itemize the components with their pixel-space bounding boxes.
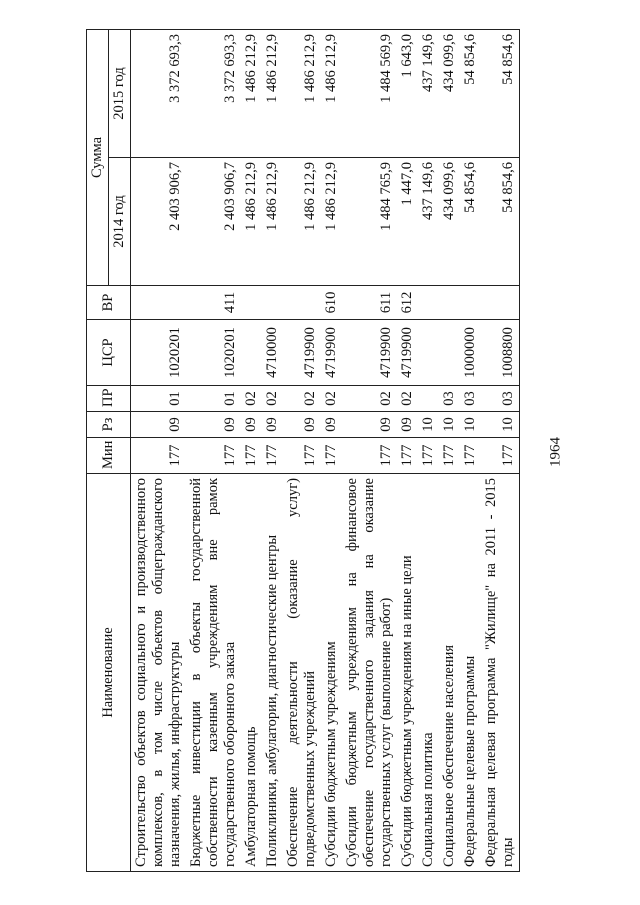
cell-csr: 4710000 [262, 320, 283, 386]
cell-sum-2015: 54 854,6 [460, 30, 481, 158]
cell-rz: 09 [262, 412, 283, 438]
cell-pr: 01 [131, 386, 187, 412]
table-row [186, 30, 241, 872]
cell-pr: 01 [186, 386, 241, 412]
table-row [241, 30, 262, 872]
header-rz: Рз [87, 412, 131, 438]
table-row [321, 30, 342, 872]
header-vr: ВР [87, 286, 131, 320]
cell-sum-2014: 54 854,6 [481, 158, 520, 286]
cell-min: 177 [342, 438, 397, 474]
header-csr: ЦСР [87, 320, 131, 386]
header-sum: Сумма [87, 30, 109, 286]
header-year-2014: 2014 год [109, 158, 131, 286]
cell-min: 177 [481, 438, 520, 474]
cell-pr: 03 [481, 386, 520, 412]
cell-rz: 10 [481, 412, 520, 438]
table-row [342, 30, 397, 872]
cell-sum-2015: 434 099,6 [439, 30, 460, 158]
cell-pr: 03 [460, 386, 481, 412]
cell-sum-2015: 54 854,6 [481, 30, 520, 158]
rotated-page-content [86, 30, 566, 872]
cell-min: 177 [439, 438, 460, 474]
cell-csr: 4719900 [342, 320, 397, 386]
cell-min: 177 [262, 438, 283, 474]
cell-rz: 10 [439, 412, 460, 438]
cell-sum-2015: 1 486 212,9 [321, 30, 342, 158]
cell-min: 177 [241, 438, 262, 474]
cell-sum-2015: 1 643,0 [397, 30, 418, 158]
cell-rz: 10 [418, 412, 439, 438]
cell-csr: 1020201 [186, 320, 241, 386]
cell-rz: 09 [397, 412, 418, 438]
cell-sum-2014: 1 486 212,9 [241, 158, 262, 286]
header-name: Наименование [87, 474, 131, 872]
cell-min: 177 [131, 438, 187, 474]
cell-csr: 1020201 [131, 320, 187, 386]
cell-sum-2014: 1 447,0 [397, 158, 418, 286]
cell-sum-2014: 437 149,6 [418, 158, 439, 286]
cell-sum-2014: 1 486 212,9 [262, 158, 283, 286]
cell-name: Строительство объектов социального и производственного комплексов, в том числе объектов общегражданского назначения, жилья, инфраструктуры [131, 474, 187, 872]
cell-sum-2014: 434 099,6 [439, 158, 460, 286]
table-header [87, 30, 131, 872]
cell-pr: 02 [262, 386, 283, 412]
table-row [262, 30, 283, 872]
cell-min: 177 [460, 438, 481, 474]
cell-vr [262, 286, 283, 320]
cell-min: 177 [186, 438, 241, 474]
cell-sum-2014: 54 854,6 [460, 158, 481, 286]
cell-rz: 09 [321, 412, 342, 438]
header-pr: ПР [87, 386, 131, 412]
cell-csr: 4719900 [397, 320, 418, 386]
cell-rz: 09 [342, 412, 397, 438]
cell-name: Федеральная целевая программа "Жилище" на 2011 - 2015 годы [481, 474, 520, 872]
cell-name: Федеральные целевые программы [460, 474, 481, 872]
cell-min: 177 [418, 438, 439, 474]
cell-sum-2014: 2 403 906,7 [131, 158, 187, 286]
cell-pr: 02 [283, 386, 321, 412]
cell-pr: 02 [241, 386, 262, 412]
cell-name: Бюджетные инвестиции в объекты государственной собственности казенным учреждениям вне рамок государственного оборонного заказа [186, 474, 241, 872]
budget-table [86, 29, 520, 872]
cell-vr: 612 [397, 286, 418, 320]
cell-pr: 02 [397, 386, 418, 412]
cell-rz: 09 [241, 412, 262, 438]
cell-name: Амбулаторная помощь [241, 474, 262, 872]
cell-name: Субсидии бюджетным учреждениям [321, 474, 342, 872]
cell-sum-2015: 3 372 693,3 [186, 30, 241, 158]
cell-vr: 610 [321, 286, 342, 320]
cell-sum-2015: 3 372 693,3 [131, 30, 187, 158]
page-number: 1964 [547, 437, 564, 467]
cell-vr [460, 286, 481, 320]
cell-min: 177 [397, 438, 418, 474]
cell-vr [481, 286, 520, 320]
cell-vr [131, 286, 187, 320]
cell-min: 177 [321, 438, 342, 474]
cell-name: Обеспечение деятельности (оказание услуг) подведомственных учреждений [283, 474, 321, 872]
cell-name: Поликлиники, амбулатории, диагностические центры [262, 474, 283, 872]
cell-csr [439, 320, 460, 386]
cell-vr [439, 286, 460, 320]
cell-vr [418, 286, 439, 320]
cell-name: Субсидии бюджетным учреждениям на иные цели [397, 474, 418, 872]
cell-vr: 611 [342, 286, 397, 320]
cell-rz: 09 [186, 412, 241, 438]
cell-vr [283, 286, 321, 320]
cell-csr: 4719900 [283, 320, 321, 386]
cell-pr: 02 [342, 386, 397, 412]
cell-pr: 03 [439, 386, 460, 412]
cell-rz: 10 [460, 412, 481, 438]
cell-sum-2015: 1 484 569,9 [342, 30, 397, 158]
table-row [481, 30, 520, 872]
cell-sum-2014: 1 484 765,9 [342, 158, 397, 286]
table-row [460, 30, 481, 872]
cell-csr: 4719900 [321, 320, 342, 386]
header-year-2015: 2015 год [109, 30, 131, 158]
cell-sum-2014: 1 486 212,9 [321, 158, 342, 286]
cell-sum-2015: 1 486 212,9 [241, 30, 262, 158]
cell-name: Социальная политика [418, 474, 439, 872]
cell-min: 177 [283, 438, 321, 474]
table-row [397, 30, 418, 872]
cell-csr [418, 320, 439, 386]
cell-pr: 02 [321, 386, 342, 412]
cell-name: Социальное обеспечение населения [439, 474, 460, 872]
cell-rz: 09 [131, 412, 187, 438]
table-row [131, 30, 187, 872]
table-row [418, 30, 439, 872]
cell-sum-2015: 1 486 212,9 [262, 30, 283, 158]
table-row [439, 30, 460, 872]
cell-vr [241, 286, 262, 320]
cell-sum-2014: 1 486 212,9 [283, 158, 321, 286]
cell-sum-2015: 437 149,6 [418, 30, 439, 158]
cell-csr: 1000000 [460, 320, 481, 386]
cell-name: Субсидии бюджетным учреждениям на финансовое обеспечение государственного задания на оказание государственных услуг (выполнение работ) [342, 474, 397, 872]
table-body [131, 30, 520, 872]
cell-csr: 1008800 [481, 320, 520, 386]
cell-sum-2014: 2 403 906,7 [186, 158, 241, 286]
cell-vr: 411 [186, 286, 241, 320]
cell-csr [241, 320, 262, 386]
table-row [283, 30, 321, 872]
header-min: Мин [87, 438, 131, 474]
cell-sum-2015: 1 486 212,9 [283, 30, 321, 158]
cell-pr [418, 386, 439, 412]
cell-rz: 09 [283, 412, 321, 438]
